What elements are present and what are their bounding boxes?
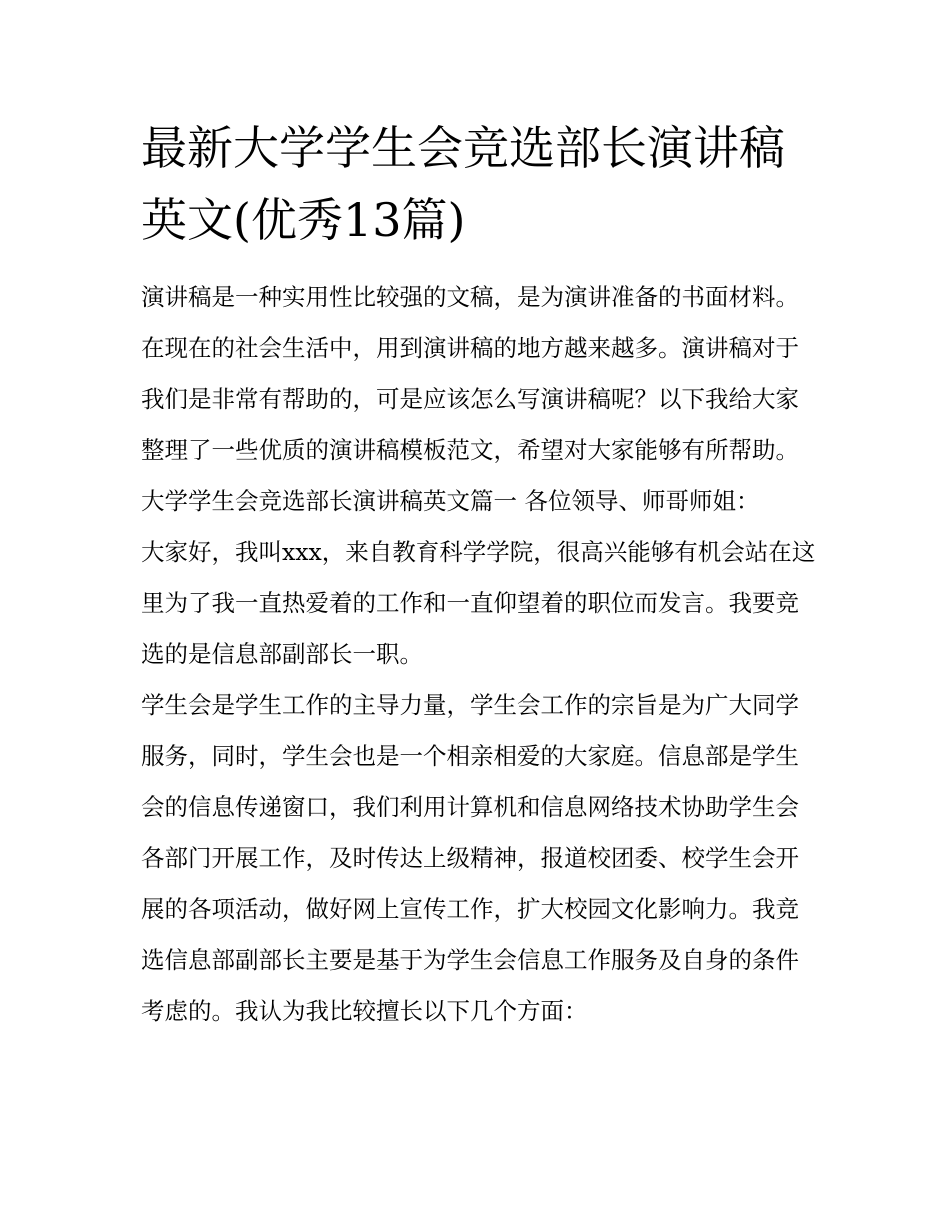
speech-heading-paragraph: 大学学生会竞选部长演讲稿英文篇一 各位领导、师哥师姐： bbox=[141, 487, 760, 515]
intro-paragraph: 演讲稿是一种实用性比较强的文稿，是为演讲准备的书面材料。在现在的社会生活中，用到演讲稿的地方越来越多。演讲稿对于我们是非常有帮助的，可是应该怎么写演讲稿呢？以下我给大家整理了一些优质的演讲稿模板范文，希望对大家能够有所帮助。 bbox=[141, 283, 799, 464]
document-body bbox=[141, 272, 816, 1037]
greeting-paragraph: 大家好，我叫xxx，来自教育科学学院，很高兴能够有机会站在这里为了我一直热爱着的工作和一直仰望着的职位而发言。我要竞选的是信息部副部长一职。 bbox=[141, 538, 816, 668]
document-title: 最新大学学生会竞选部长演讲稿英文(优秀13篇) bbox=[141, 121, 785, 247]
student-union-paragraph: 学生会是学生工作的主导力量，学生会工作的宗旨是为广大同学服务，同时，学生会也是一个相亲相爱的大家庭。信息部是学生会的信息传递窗口，我们利用计算机和信息网络技术协助学生会各部门开展工作，及时传达上级精神，报道校团委、校学生会开展的各项活动，做好网上宣传工作，扩大校园文化影响力。我竞选信息部副部长主要是基于为学生会信息工作服务及自身的条件考虑的。我认为我比较擅长以下几个方面： bbox=[141, 691, 799, 1025]
